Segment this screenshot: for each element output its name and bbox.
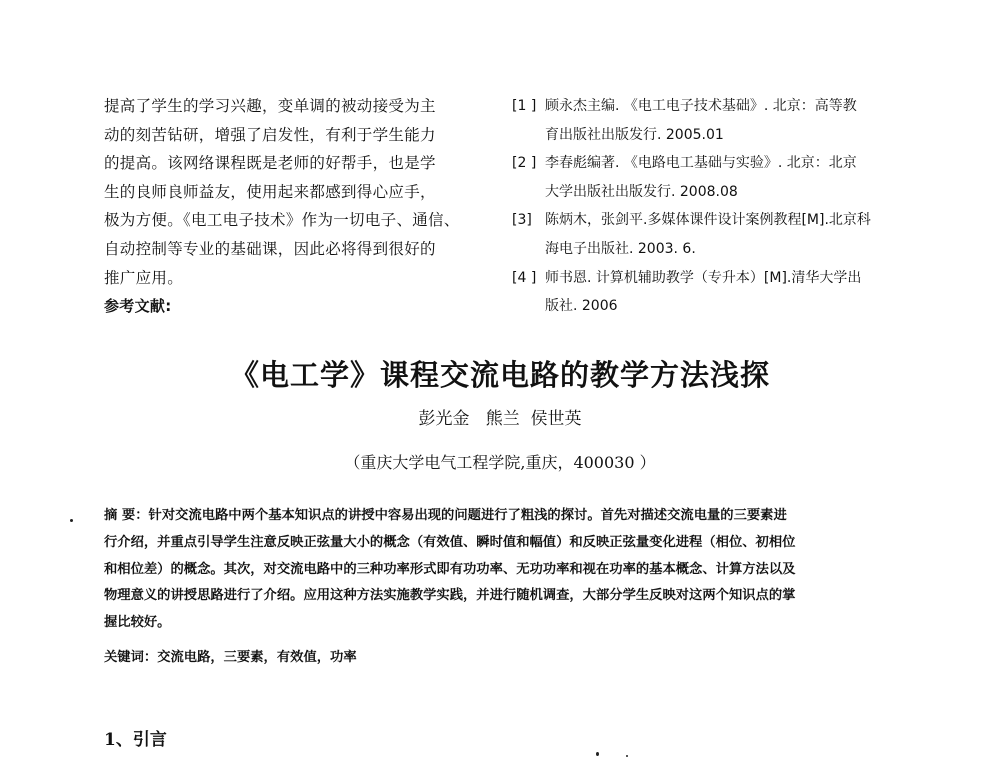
reference-item	[512, 206, 902, 263]
keywords-label: 关键词：	[104, 650, 158, 665]
paper-affiliation: （重庆大学电气工程学院,重庆，400030 ）	[344, 453, 656, 472]
reference-text: 师书恩. 计算机辅助教学（专升本）[M].清华大学出	[545, 269, 862, 286]
text-line: 的提高。该网络课程既是老师的好帮手，也是学	[104, 154, 436, 173]
keywords-text: 交流电路，三要素，有效值，功率	[157, 650, 357, 665]
references-list	[512, 92, 902, 321]
text-line: 推广应用。	[104, 268, 184, 287]
keywords	[104, 645, 904, 671]
reference-item	[512, 264, 902, 321]
text-line: 动的刻苦钻研，增强了启发性，有利于学生能力	[104, 125, 436, 144]
text-line: 提高了学生的学习兴趣，变单调的被动接受为主	[104, 97, 436, 115]
reference-number: [1 ]	[512, 98, 537, 114]
scan-speck	[596, 752, 599, 756]
reference-text: 陈炳木，张剑平.多媒体课件设计案例教程[M].北京科	[545, 212, 871, 229]
paper-authors: 彭光金 熊兰 侯世英	[418, 409, 582, 429]
reference-text: 李春彪编著. 《电路电工基础与实验》. 北京：北京	[545, 155, 857, 172]
reference-text: 大学出版社出版发行. 2008.08	[545, 183, 738, 200]
abstract-label: 摘 要：	[104, 508, 149, 523]
reference-text: 版社. 2006	[545, 298, 618, 315]
abstract-first-line	[104, 503, 904, 530]
abstract-text: 和相位差）的概念。其次，对交流电路中的三种功率形式即有功功率、无功功率和视在功率的基本概念、计算方法以及	[104, 561, 796, 577]
reference-number: [2 ]	[512, 155, 537, 172]
abstract-text: 握比较好。	[104, 615, 171, 631]
section-heading: 1、引言	[104, 730, 167, 750]
scan-speck	[626, 755, 628, 757]
reference-text: 海电子出版社. 2003. 6.	[545, 240, 696, 257]
scan-speck	[70, 519, 73, 522]
abstract-text: 针对交流电路中两个基本知识点的讲授中容易出现的问题进行了粗浅的探讨。首先对描述交流电量的三要素进	[148, 508, 787, 523]
reference-item	[512, 92, 902, 149]
reference-text: 顾永杰主编. 《电工电子技术基础》. 北京：高等教	[545, 98, 857, 114]
reference-item	[512, 149, 902, 206]
conclusion-column	[104, 92, 504, 321]
abstract-text: 物理意义的讲授思路进行了介绍。应用这种方法实施教学实践，并进行随机调查，大部分学生反映对这两个知识点的掌	[104, 588, 796, 604]
abstract-text: 行介绍，并重点引导学生注意反映正弦量大小的概念（有效值、瞬时值和幅值）和反映正弦量变化进程（相位、初相位	[104, 534, 796, 550]
text-line: 自动控制等专业的基础课，因此必将得到很好的	[104, 239, 436, 258]
paper-title: 《电工学》课程交流电路的教学方法浅探	[229, 358, 770, 392]
abstract	[104, 503, 904, 637]
references-heading: 参考文献:	[104, 297, 172, 316]
text-line: 生的良师良师益友，使用起来都感到得心应手，	[104, 182, 436, 201]
conclusion-paragraph	[104, 92, 504, 292]
text-line: 极为方便。《电工电子技术》作为一切电子、通信、	[104, 211, 460, 230]
reference-number: [4 ]	[512, 269, 537, 286]
reference-text: 育出版社出版发行. 2005.01	[545, 126, 724, 143]
reference-number: [3]	[512, 212, 532, 229]
